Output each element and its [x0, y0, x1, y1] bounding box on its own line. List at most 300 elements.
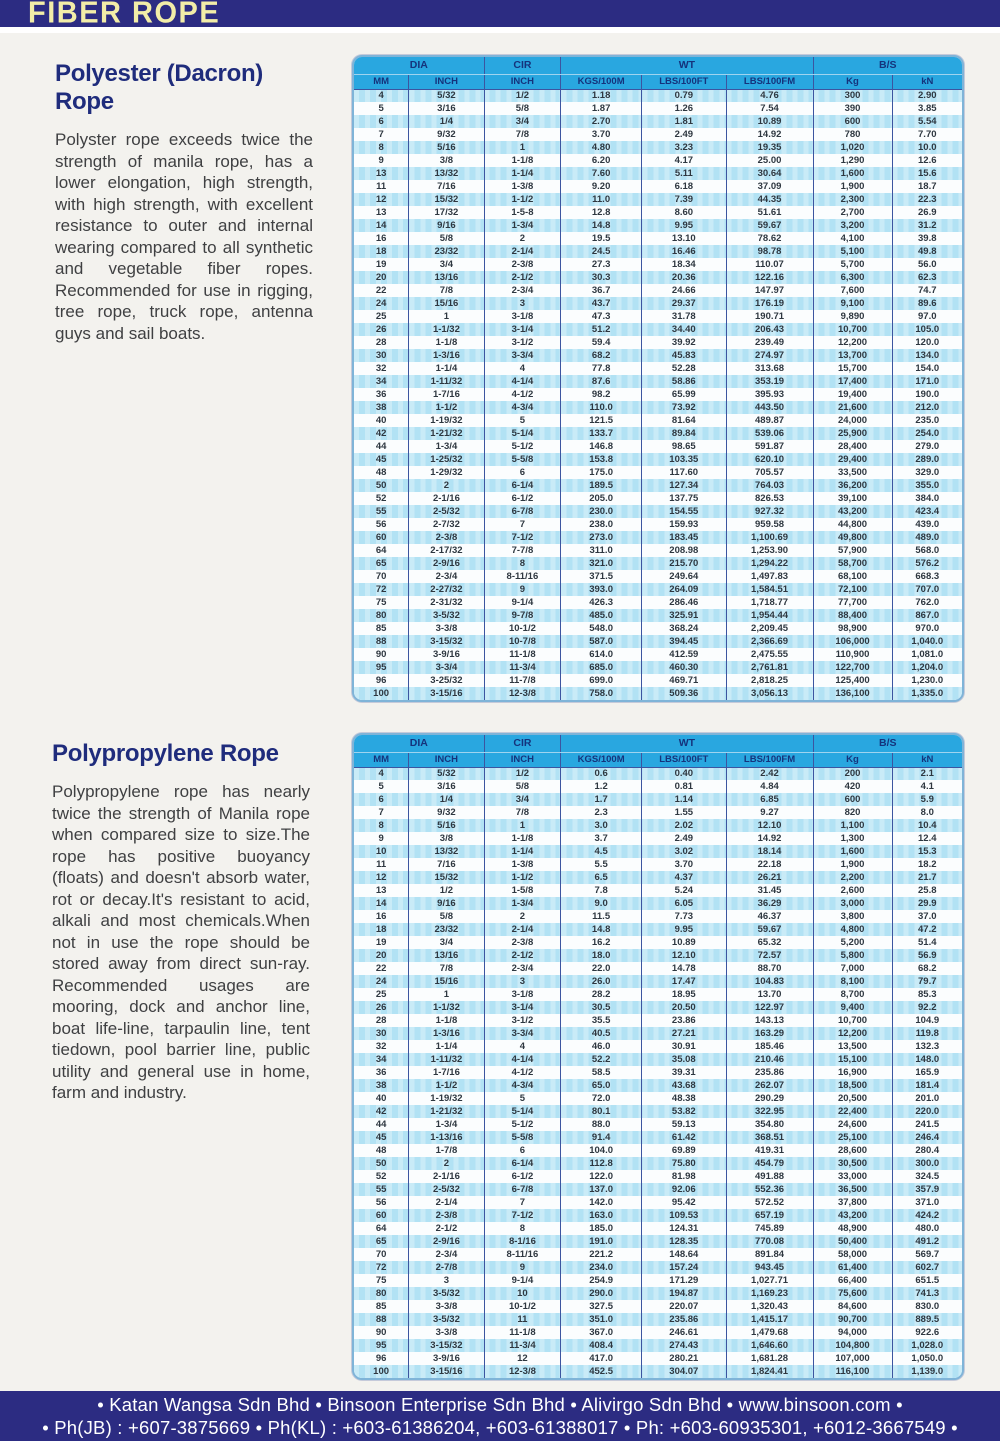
column-header: kN	[892, 752, 962, 767]
section-polyester-body: Polyster rope exceeds twice the strength of manila rope, has a lower elongation, high strength, with high strength, with excellent resistance to outer and internal wearing compared to all synthetic and vegetable fiber ropes. Recommended for use in rigging, tree rope, truck rope, antenna guys and sail boats.	[55, 130, 313, 343]
table-cell: 8	[354, 141, 409, 154]
table-cell: 12,200	[813, 336, 892, 349]
table-cell: 1/2	[484, 89, 561, 102]
table-cell: 28,400	[813, 440, 892, 453]
table-row	[354, 245, 962, 258]
table-row	[354, 1196, 962, 1209]
table-row	[354, 128, 962, 141]
column-group-header: WT	[561, 735, 813, 752]
table-cell: 491.88	[726, 1170, 813, 1183]
table-cell: 15/16	[409, 975, 484, 988]
table-cell: 13	[354, 167, 409, 180]
table-cell: 3-1/4	[484, 323, 561, 336]
table-cell: 56	[354, 518, 409, 531]
table-cell: 132.3	[892, 1040, 962, 1053]
table-cell: 280.21	[642, 1352, 727, 1365]
table-cell: 1-11/32	[409, 1053, 484, 1066]
table-cell: 454.79	[726, 1157, 813, 1170]
table-cell: 2-3/4	[484, 962, 561, 975]
table-cell: 74.7	[892, 284, 962, 297]
table-row	[354, 975, 962, 988]
table-cell: 600	[813, 793, 892, 806]
table-cell: 3-5/32	[409, 1313, 484, 1326]
table-cell: 770.08	[726, 1235, 813, 1248]
table-cell: 1/4	[409, 115, 484, 128]
table-cell: 50	[354, 479, 409, 492]
table-cell: 148.64	[642, 1248, 727, 1261]
table-cell: 28	[354, 336, 409, 349]
table-row	[354, 1118, 962, 1131]
table-cell: 7-1/2	[484, 1209, 561, 1222]
table-cell: 17/32	[409, 206, 484, 219]
table-cell: 426.3	[561, 596, 642, 609]
table-cell: 68.2	[561, 349, 642, 362]
table-cell: 572.52	[726, 1196, 813, 1209]
table-cell: 5.9	[892, 793, 962, 806]
table-cell: 4-1/4	[484, 1053, 561, 1066]
table-cell: 171.29	[642, 1274, 727, 1287]
table-cell: 10,700	[813, 1014, 892, 1027]
table-cell: 48	[354, 1144, 409, 1157]
table-cell: 110.0	[561, 401, 642, 414]
table-cell: 210.46	[726, 1053, 813, 1066]
table-cell: 8-1/16	[484, 1235, 561, 1248]
table-cell: 12.10	[726, 819, 813, 832]
table-cell: 9.20	[561, 180, 642, 193]
table-cell: 5-5/8	[484, 1131, 561, 1144]
table-cell: 9/16	[409, 219, 484, 232]
table-cell: 43,200	[813, 505, 892, 518]
table-cell: 65.0	[561, 1079, 642, 1092]
table-cell: 20.36	[642, 271, 727, 284]
table-cell: 58,000	[813, 1248, 892, 1261]
table-cell: 88	[354, 1313, 409, 1326]
table-cell: 22	[354, 962, 409, 975]
table-cell: 72	[354, 1261, 409, 1274]
table-cell: 65.32	[726, 936, 813, 949]
table-cell: 80	[354, 609, 409, 622]
table-cell: 13/32	[409, 167, 484, 180]
table-cell: 22.3	[892, 193, 962, 206]
table-cell: 61,400	[813, 1261, 892, 1274]
table-row	[354, 1287, 962, 1300]
table-row	[354, 661, 962, 674]
table-cell: 867.0	[892, 609, 962, 622]
table-cell: 29,400	[813, 453, 892, 466]
table-cell: 98,900	[813, 622, 892, 635]
table-cell: 163.29	[726, 1027, 813, 1040]
table-cell: 241.5	[892, 1118, 962, 1131]
table-cell: 15.3	[892, 845, 962, 858]
polyester-rope-table	[352, 55, 964, 702]
table-cell: 75,600	[813, 1287, 892, 1300]
table-cell: 1-25/32	[409, 453, 484, 466]
section-polypropylene-body: Polypropylene rope has nearly twice the strength of Manila rope when compared size to size.The rope has positive buoyancy (floats) and doesn't absorb water, rot or decay.It's resistant to acid, alkali and most chemicals.When not in use the rope should be stored away from direct sun-ray. Recommended usages are mooring, dock and anchor line, boat life-line, tarpaulin line, tent tiedown, pool barrier line, public utility and general use in home, farm and industry.	[52, 782, 310, 1102]
table-cell: 1-1/2	[484, 193, 561, 206]
table-row	[354, 310, 962, 323]
table-row	[354, 492, 962, 505]
table-cell: 1-1/8	[484, 154, 561, 167]
table-cell: 5/8	[484, 780, 561, 793]
table-cell: 128.35	[642, 1235, 727, 1248]
table-cell: 1.55	[642, 806, 727, 819]
table-cell: 78.62	[726, 232, 813, 245]
table-cell: 61.42	[642, 1131, 727, 1144]
table-cell: 357.9	[892, 1183, 962, 1196]
table-cell: 39.31	[642, 1066, 727, 1079]
table-row	[354, 193, 962, 206]
table-row	[354, 141, 962, 154]
table-row	[354, 819, 962, 832]
table-cell: 45	[354, 453, 409, 466]
table-cell: 11-7/8	[484, 674, 561, 687]
table-cell: 1-29/32	[409, 466, 484, 479]
table-row	[354, 780, 962, 793]
table-cell: 12-3/8	[484, 687, 561, 700]
table-cell: 1,100.69	[726, 531, 813, 544]
table-row	[354, 1339, 962, 1352]
table-cell: 56.0	[892, 258, 962, 271]
table-cell: 10.89	[642, 936, 727, 949]
table-cell: 3	[484, 975, 561, 988]
column-group-header: DIA	[354, 735, 484, 752]
table-cell: 300	[813, 89, 892, 102]
table-cell: 927.32	[726, 505, 813, 518]
table-cell: 56.9	[892, 949, 962, 962]
table-cell: 104.83	[726, 975, 813, 988]
table-cell: 95	[354, 661, 409, 674]
table-cell: 5/8	[409, 910, 484, 923]
table-cell: 3.85	[892, 102, 962, 115]
table-cell: 491.2	[892, 1235, 962, 1248]
table-cell: 20	[354, 271, 409, 284]
table-cell: 98.2	[561, 388, 642, 401]
table-cell: 66,400	[813, 1274, 892, 1287]
table-cell: 1-3/4	[484, 897, 561, 910]
table-cell: 19.5	[561, 232, 642, 245]
table-cell: 7.54	[726, 102, 813, 115]
table-cell: 36	[354, 388, 409, 401]
table-cell: 52.28	[642, 362, 727, 375]
table-row	[354, 414, 962, 427]
table-row	[354, 674, 962, 687]
table-cell: 48.38	[642, 1092, 727, 1105]
table-cell: 11-1/8	[484, 1326, 561, 1339]
table-cell: 9,100	[813, 297, 892, 310]
table-cell: 5.5	[561, 858, 642, 871]
table-cell: 3	[409, 1274, 484, 1287]
table-cell: 22	[354, 284, 409, 297]
table-cell: 64	[354, 1222, 409, 1235]
table-row	[354, 936, 962, 949]
table-cell: 3-15/32	[409, 1339, 484, 1352]
table-row	[354, 832, 962, 845]
table-cell: 1,479.68	[726, 1326, 813, 1339]
table-cell: 44.35	[726, 193, 813, 206]
table-cell: 6.85	[726, 793, 813, 806]
table-cell: 0.40	[642, 767, 727, 780]
table-cell: 189.5	[561, 479, 642, 492]
table-cell: 2-9/16	[409, 1235, 484, 1248]
table-cell: 1,646.60	[726, 1339, 813, 1352]
column-header: kN	[892, 74, 962, 89]
table-cell: 2.1	[892, 767, 962, 780]
table-cell: 1,335.0	[892, 687, 962, 700]
table-cell: 600	[813, 115, 892, 128]
table-cell: 58.86	[642, 375, 727, 388]
table-cell: 2-3/4	[409, 570, 484, 583]
table-cell: 14.78	[642, 962, 727, 975]
table-cell: 1,050.0	[892, 1352, 962, 1365]
table-cell: 6.5	[561, 871, 642, 884]
table-cell: 10	[354, 845, 409, 858]
table-cell: 6-1/4	[484, 479, 561, 492]
table-cell: 21.7	[892, 871, 962, 884]
table-row	[354, 962, 962, 975]
table-cell: 5,200	[813, 936, 892, 949]
table-cell: 651.5	[892, 1274, 962, 1287]
table-cell: 1,040.0	[892, 635, 962, 648]
table-cell: 120.0	[892, 336, 962, 349]
table-row	[354, 609, 962, 622]
table-cell: 119.8	[892, 1027, 962, 1040]
table-cell: 289.0	[892, 453, 962, 466]
table-cell: 235.86	[642, 1313, 727, 1326]
table-cell: 5/32	[409, 89, 484, 102]
column-header: MM	[354, 752, 409, 767]
table-cell: 14.8	[561, 219, 642, 232]
table-cell: 234.0	[561, 1261, 642, 1274]
table-cell: 26.21	[726, 871, 813, 884]
table-row	[354, 206, 962, 219]
table-cell: 1-5/8	[484, 884, 561, 897]
table-cell: 13	[354, 884, 409, 897]
table-cell: 12.8	[561, 206, 642, 219]
table-cell: 239.49	[726, 336, 813, 349]
table-cell: 15/32	[409, 871, 484, 884]
table-cell: 43.7	[561, 297, 642, 310]
table-cell: 394.45	[642, 635, 727, 648]
table-cell: 262.07	[726, 1079, 813, 1092]
column-group-header: DIA	[354, 57, 484, 74]
table-row	[354, 1300, 962, 1313]
table-cell: 16	[354, 232, 409, 245]
table-cell: 30.5	[561, 1001, 642, 1014]
table-cell: 2-3/8	[484, 258, 561, 271]
table-cell: 7/8	[409, 962, 484, 975]
table-cell: 5/16	[409, 819, 484, 832]
table-row	[354, 1053, 962, 1066]
table-cell: 3	[484, 297, 561, 310]
table-cell: 7,600	[813, 284, 892, 297]
table-cell: 758.0	[561, 687, 642, 700]
column-group-header: CIR	[484, 57, 561, 74]
table-cell: 3,200	[813, 219, 892, 232]
table-cell: 1-1/4	[409, 362, 484, 375]
table-cell: 1,204.0	[892, 661, 962, 674]
table-cell: 20.50	[642, 1001, 727, 1014]
table-cell: 3,056.13	[726, 687, 813, 700]
table-cell: 412.59	[642, 648, 727, 661]
table-cell: 1-1/8	[409, 1014, 484, 1027]
table-row	[354, 897, 962, 910]
table-cell: 16,900	[813, 1066, 892, 1079]
table-cell: 1-3/16	[409, 1027, 484, 1040]
table-cell: 0.81	[642, 780, 727, 793]
table-cell: 2.90	[892, 89, 962, 102]
table-cell: 5,700	[813, 258, 892, 271]
table-cell: 2-3/8	[409, 531, 484, 544]
table-cell: 8,100	[813, 975, 892, 988]
table-cell: 32	[354, 362, 409, 375]
table-cell: 39.8	[892, 232, 962, 245]
table-cell: 20,500	[813, 1092, 892, 1105]
table-cell: 254.0	[892, 427, 962, 440]
table-cell: 28,600	[813, 1144, 892, 1157]
table-cell: 181.4	[892, 1079, 962, 1092]
table-cell: 3/8	[409, 832, 484, 845]
table-cell: 2-1/2	[484, 271, 561, 284]
table-cell: 13/16	[409, 949, 484, 962]
table-cell: 51.2	[561, 323, 642, 336]
table-cell: 157.24	[642, 1261, 727, 1274]
table-cell: 1-19/32	[409, 1092, 484, 1105]
table-cell: 5.11	[642, 167, 727, 180]
table-cell: 22.0	[561, 962, 642, 975]
table-row	[354, 505, 962, 518]
table-cell: 15,100	[813, 1053, 892, 1066]
table-cell: 780	[813, 128, 892, 141]
table-cell: 26.9	[892, 206, 962, 219]
table-cell: 274.43	[642, 1339, 727, 1352]
table-row	[354, 596, 962, 609]
footer-companies: • Katan Wangsa Sdn Bhd • Binsoon Enterprise Sdn Bhd • Alivirgo Sdn Bhd • www.binsoon.com •	[97, 1393, 903, 1415]
table-cell: 9	[484, 1261, 561, 1274]
table-cell: 9.95	[642, 219, 727, 232]
table-cell: 33,500	[813, 466, 892, 479]
table-cell: 90,700	[813, 1313, 892, 1326]
table-row	[354, 154, 962, 167]
table-cell: 9,890	[813, 310, 892, 323]
table-row	[354, 583, 962, 596]
table-row	[354, 479, 962, 492]
table-row	[354, 1274, 962, 1287]
table-cell: 384.0	[892, 492, 962, 505]
table-cell: 80	[354, 1287, 409, 1300]
table-cell: 121.5	[561, 414, 642, 427]
table-cell: 5	[354, 102, 409, 115]
table-cell: 3,800	[813, 910, 892, 923]
table-row	[354, 1261, 962, 1274]
table-cell: 104.0	[561, 1144, 642, 1157]
table-cell: 5,100	[813, 245, 892, 258]
table-cell: 49.8	[892, 245, 962, 258]
table-row	[354, 1170, 962, 1183]
table-cell: 1/2	[484, 767, 561, 780]
table-cell: 212.0	[892, 401, 962, 414]
table-cell: 122.0	[561, 1170, 642, 1183]
table-row	[354, 1079, 962, 1092]
table-cell: 28	[354, 1014, 409, 1027]
table-cell: 368.51	[726, 1131, 813, 1144]
table-cell: 1-13/16	[409, 1131, 484, 1144]
column-group-header: B/S	[813, 735, 962, 752]
table-cell: 27.3	[561, 258, 642, 271]
table-cell: 38	[354, 1079, 409, 1092]
table-cell: 109.53	[642, 1209, 727, 1222]
table-cell: 89.84	[642, 427, 727, 440]
table-cell: 764.03	[726, 479, 813, 492]
table-cell: 58,700	[813, 557, 892, 570]
table-cell: 25,900	[813, 427, 892, 440]
section-polyester-title: Polyester (Dacron) Rope	[55, 60, 263, 115]
table-cell: 5,800	[813, 949, 892, 962]
table-row	[354, 271, 962, 284]
table-cell: 8	[484, 1222, 561, 1235]
table-cell: 1-1/4	[409, 1040, 484, 1053]
table-cell: 1-1/4	[484, 845, 561, 858]
table-cell: 9/32	[409, 806, 484, 819]
table-cell: 393.0	[561, 583, 642, 596]
table-cell: 3-3/4	[484, 1027, 561, 1040]
table-cell: 44,800	[813, 518, 892, 531]
table-cell: 116,100	[813, 1365, 892, 1378]
table-cell: 1-1/2	[409, 1079, 484, 1092]
table-cell: 1	[484, 141, 561, 154]
table-cell: 55	[354, 505, 409, 518]
table-row	[354, 884, 962, 897]
table-cell: 12-3/8	[484, 1365, 561, 1378]
table-cell: 591.87	[726, 440, 813, 453]
table-cell: 25	[354, 988, 409, 1001]
table-cell: 2-5/32	[409, 505, 484, 518]
table-cell: 371.0	[892, 1196, 962, 1209]
table-cell: 18.34	[642, 258, 727, 271]
column-header: INCH	[409, 752, 484, 767]
table-cell: 176.19	[726, 297, 813, 310]
table-cell: 3.7	[561, 832, 642, 845]
table-cell: 43.68	[642, 1079, 727, 1092]
column-header: LBS/100FM	[726, 752, 813, 767]
table-cell: 4-3/4	[484, 401, 561, 414]
table-cell: 279.0	[892, 440, 962, 453]
column-header: LBS/100FT	[642, 74, 727, 89]
table-cell: 16.2	[561, 936, 642, 949]
table-cell: 3.0	[561, 819, 642, 832]
table-row	[354, 1157, 962, 1170]
table-cell: 9/16	[409, 897, 484, 910]
table-cell: 40	[354, 1092, 409, 1105]
table-cell: 353.19	[726, 375, 813, 388]
table-row	[354, 375, 962, 388]
table-cell: 20	[354, 949, 409, 962]
table-cell: 1.18	[561, 89, 642, 102]
table-cell: 321.0	[561, 557, 642, 570]
table-row	[354, 988, 962, 1001]
table-row	[354, 858, 962, 871]
table-cell: 1,028.0	[892, 1339, 962, 1352]
table-cell: 65.99	[642, 388, 727, 401]
table-cell: 69.89	[642, 1144, 727, 1157]
table-cell: 50	[354, 1157, 409, 1170]
table-cell: 11	[354, 180, 409, 193]
table-row	[354, 531, 962, 544]
column-header: Kg	[813, 752, 892, 767]
table-cell: 7.70	[892, 128, 962, 141]
table-cell: 10.4	[892, 819, 962, 832]
table-cell: 22,400	[813, 1105, 892, 1118]
table-cell: 136,100	[813, 687, 892, 700]
